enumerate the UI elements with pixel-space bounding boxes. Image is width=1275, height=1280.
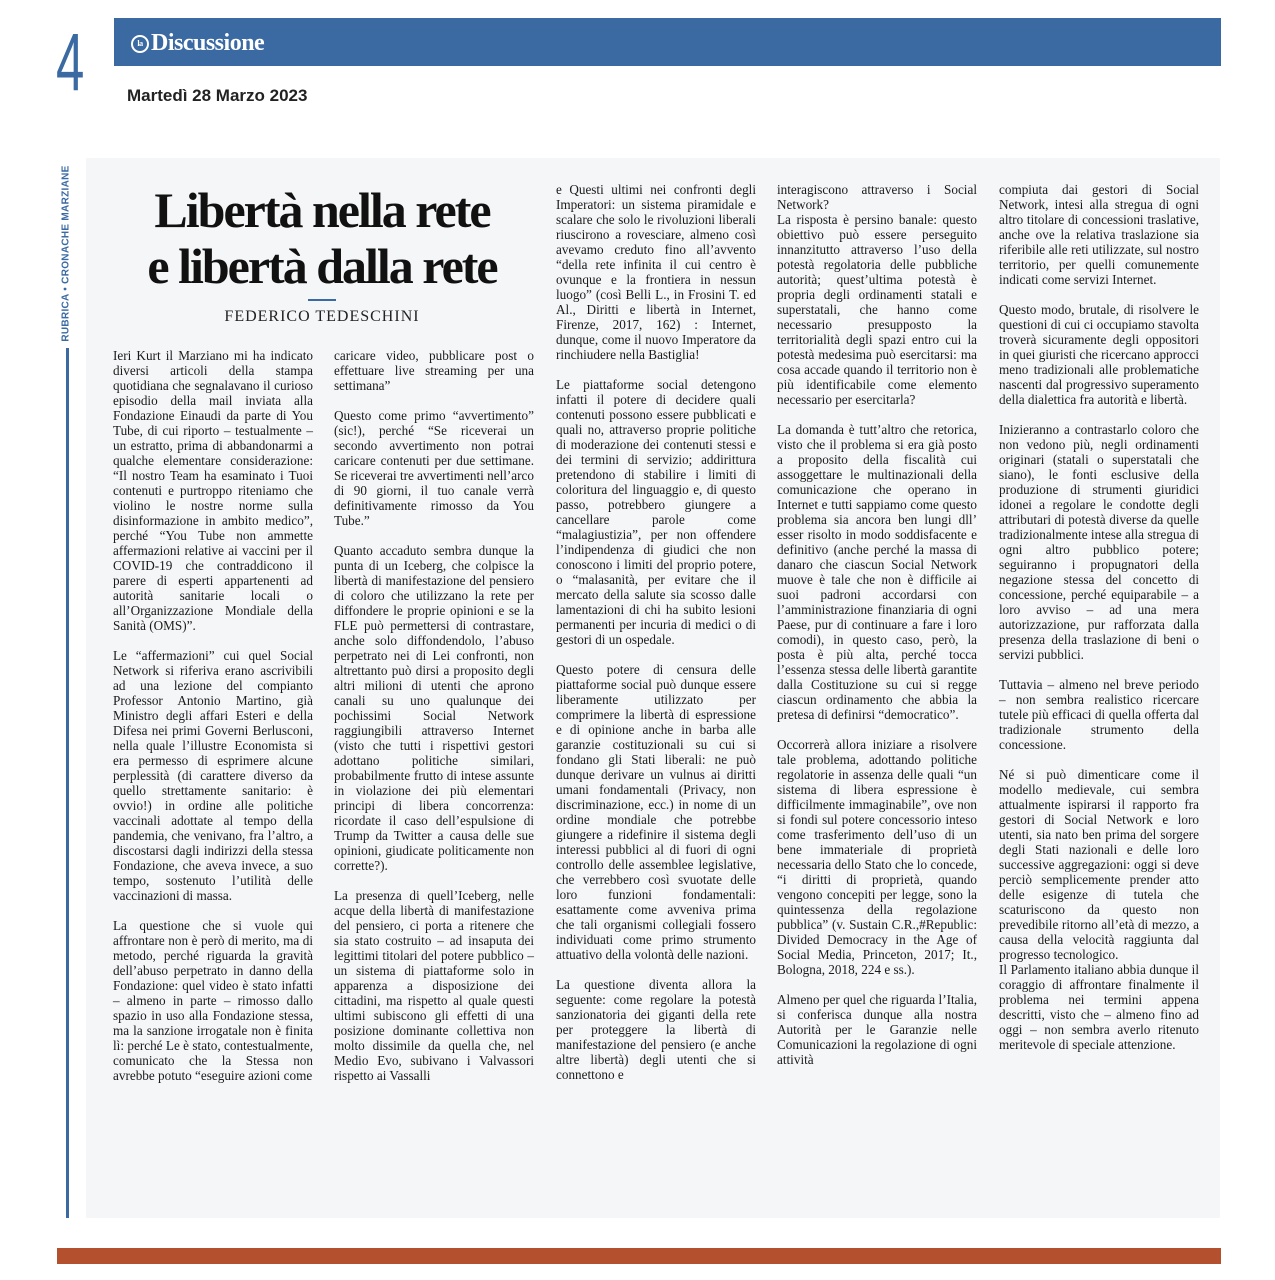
article-paragraph: Ieri Kurt il Marziano mi ha indicato diversi articoli della stampa quotidiana che segnalavano il curioso episodio della mail inviata alla Fondazione Einaudi da parte di You Tube, di cui riporto – testualmente – un estratto, prima di abbandonarmi a qualche elementare considerazione: “Il nostro Team ha esaminato i Tuoi contenuti e purtroppo riteniamo che violino le nostre norme sulla disinformazione in ambito medico”, perché “You Tube non ammette affermazioni relative ai vaccini per il COVID-19 che contraddicono il parere di esperti appartenenti ad autorità sanitarie locali o all’Organizzazione Mondiale della Sanità (OMS)”. bbox=[113, 348, 313, 633]
masthead-bar bbox=[114, 18, 1221, 66]
title-rule bbox=[308, 299, 336, 301]
title-line-1: Libertà nella rete bbox=[154, 182, 490, 238]
article-paragraph: Almeno per quel che riguarda l’Italia, si conferisca dunque alla nostra Autorità per le Garanzie nelle Comunicazioni la regolazione di ogni attività bbox=[777, 992, 977, 1067]
article-column-2 bbox=[334, 348, 534, 1083]
article-paragraph: La questione diventa allora la seguente: come regolare la potestà sanzionatoria dei giganti della rete per proteggere la libertà di manifestazione del pensiero (e anche altre libertà) degli utenti che si connettono e bbox=[556, 977, 756, 1082]
footer-bar bbox=[57, 1248, 1221, 1264]
article-paragraph: interagiscono attraverso i Social Network? La risposta è persino banale: questo obiettivo può essere perseguito innanzitutto attraverso l’uso della potestà regolatoria delle pubbliche autorità; quest’ultima potestà è propria degli ordinamenti statali e superstatali, che hanno come necessario presupposto la territorialità degli spazi entro cui la potestà medesima può esercitarsi: ma cosa accade quando il territorio non è più identificabile come elemento necessario per esercitarla? bbox=[777, 182, 977, 407]
article-paragraph: Tuttavia – almeno nel breve periodo – non sembra realistico ricercare tutele più efficaci di quella offerta dal tradizionale strumento della concessione. bbox=[999, 677, 1199, 752]
article-paragraph: Le piattaforme social detengono infatti il potere di decidere quali contenuti possono essere pubblicati e quali no, attraverso proprie politiche di moderazione dei contenuti stessi e dei termini di servizio; addirittura pretendono di stabilire i limiti di coloritura del linguaggio e, di questo passo, potrebbero giungere a cancellare parole come “malagiustizia”, per non offendere l’indipendenza di giudici che non conoscono i limiti del proprio potere, o “malasanità, per evitare che il mercato della salute sia scosso dalle lamentazioni di chi ha subito lesioni permanenti per incuria di medici o di gestori di un ospedale. bbox=[556, 377, 756, 647]
article-paragraph: Questo potere di censura delle piattaforme social può dunque essere liberamente utilizzato per comprimere la libertà di espressione e di opinione anche in barba alle garanzie costituzionali su cui si fondano gli Stati liberali: ne può dunque derivare un vulnus ai diritti umani fondamentali (Privacy, non discriminazione, ecc.) in nome di un ordine mondiale che potrebbe giungere a ridefinire il sistema degli interessi pubblici al di fuori di ogni controllo delle assemblee legislative, che verrebbero così svuotate delle loro funzioni fondamentali: esattamente come avveniva prima che tali organismi collegiali fossero individuati come primo strumento attuativo della volontà delle nazioni. bbox=[556, 662, 756, 962]
article-paragraph: Né si può dimenticare come il modello medievale, cui sembra attualmente ispirarsi il rapporto fra gestori di Social Network e loro utenti, sia nato ben prima del sorgere degli Stati nazionali e delle loro successive aggregazioni: oggi si deve perciò semplicemente prender atto delle esigenze di tutela che scaturiscono da questo non prevedibile ritorno all’età di mezzo, a causa della velocità raggiunta dal progresso tecnologico. Il Parlamento italiano abbia dunque il coraggio di affrontare finalmente il problema nei termini appena descritti, visto che – almeno fino ad oggi – non sembra averlo ritenuto meritevole di speciale attenzione. bbox=[999, 767, 1199, 1052]
rubric-text: RUBRICA • CRONACHE MARZIANE bbox=[60, 165, 72, 342]
article-paragraph: Questo modo, brutale, di risolvere le questioni di cui ci occupiamo stavolta troverà sicuramente degli oppositori in quei giuristi che ricercano approcci meno tradizionali alle problematiche nascenti dal progressivo superamento della dialettica fra autorità e libertà. bbox=[999, 302, 1199, 407]
article-paragraph: Quanto accaduto sembra dunque la punta di un Iceberg, che colpisce la libertà di manifestazione del pensiero di coloro che utilizzano la rete per diffondere le proprie opinioni e se la FLE può permettersi di contrastare, anche solo diffondendolo, l’abuso perpetrato nei di Lei confronti, non altrettanto può dirsi a proposito degli altri milioni di utenti che aprono canali su uno qualunque dei pochissimi Social Network raggiungibili attraverso Internet (visto che tutti i rispettivi gestori adottano politiche similari, probabilmente frutto di intese assunte in violazione dei più elementari principi di libera concorrenza: ricordate il caso dell’espulsione di Trump da Twitter a causa delle sue opinioni, giudicate politicamente non corrette?). bbox=[334, 543, 534, 873]
title-line-2: e libertà dalla rete bbox=[147, 238, 497, 294]
article-paragraph: Le “affermazioni” cui quel Social Network si riferiva erano ascrivibili ad una lezione del compianto Professor Antonio Martino, già Ministro degli affari Esteri e della Difesa nei primi Governi Berlusconi, nella quale l’illustre Economista si era permesso di esprimere alcune perplessità (di carattere diverso da quello strettamente sanitario: è ovvio!) in ordine alle politiche vaccinali adottate al tempo della pandemia, che venivano, fra l’altro, a discostarsi dagli indirizzi della stessa Fondazione, che aveva invece, a suo tempo, sostenuto l’utilità delle vaccinazioni di massa. bbox=[113, 648, 313, 903]
rubric-divider bbox=[66, 348, 69, 1218]
article-paragraph: La questione che si vuole qui affrontare non è però di merito, ma di metodo, perché riguarda la gravità dell’abuso perpetrato in danno della Fondazione: quel video è stato infatti – almeno in parte – rimosso dallo spazio in uso alla Fondazione stessa, ma la sanzione irrogatale non è finita lì: perché Le è stato, contestualmente, comunicato che la Stessa non avrebbe potuto “eseguire azioni come bbox=[113, 918, 313, 1083]
article-paragraph: Occorrerà allora iniziare a risolvere tale problema, adottando politiche regolatorie in assenza delle quali “un sistema di libera espressione è difficilmente immaginabile”, ove non si fondi sul potere concessorio inteso come trasferimento dell’uso di un bene immateriale di proprietà necessaria dello Stato che lo concede, “i diritti di proprietà, quando vengono concepiti per legge, sono la quintessenza della regolazione pubblica” (v. Sustain C.R.,#Republic: Divided Democracy in the Age of Social Media, Princeton, 2017; It., Bologna, 2018, 224 e ss.). bbox=[777, 737, 977, 977]
article-paragraph: e Questi ultimi nei confronti degli Imperatori: un sistema piramidale e scalare che solo le rivoluzioni liberali riuscirono a rovesciare, almeno così avevamo creduto fino all’avvento “della rete infinita il cui centro è ovunque e la frontiera in nessun luogo” (così Belli L., in Frosini T. ed Al., Diritti e libertà in Internet, Firenze, 2017, 162) : Internet, dunque, come il nuovo Imperatore da rinchiudere nella Bastiglia! bbox=[556, 182, 756, 362]
article-paragraph: La domanda è tutt’altro che retorica, visto che il problema si era già posto a proposito della fiscalità cui assoggettare le multinazionali della comunicazione che operano in Internet e tutti sappiamo come questo problema sia ancora ben lungi dll’ esser risolto in modo soddisfacente e definitivo (anche perché la massa di danaro che ciascun Social Network muove è tale che non è difficile ai suoi padroni accordarsi con l’amministrazione finanziaria di ogni Paese, pur di continuare a fare i loro comodi), in questo caso, però, la posta è più alta, perché tocca l’essenza stessa delle libertà garantite dalla Costituzione su cui si regge ciascun ordinamento che abbia la pretesa di definirsi “democratico”. bbox=[777, 422, 977, 722]
article-column-5 bbox=[999, 182, 1199, 1052]
page-number: 4 bbox=[56, 17, 85, 108]
article-column-1 bbox=[113, 348, 313, 1083]
article-paragraph: compiuta dai gestori di Social Network, intesi alla stregua di ogni altro titolare di concessioni traslative, anche ove la relativa traslazione sia riferibile alle reti utilizzate, sul nostro territorio, per quelli comunemente indicati come servizi Internet. bbox=[999, 182, 1199, 287]
logo-text: Discussione bbox=[151, 30, 265, 56]
article-author: FEDERICO TEDESCHINI bbox=[224, 308, 420, 325]
masthead-logo bbox=[131, 30, 264, 57]
article-title bbox=[112, 182, 532, 294]
logo-mark-icon: la bbox=[131, 35, 149, 53]
article-column-3 bbox=[556, 182, 756, 1082]
article-paragraph: La presenza di quell’Iceberg, nelle acque della libertà di manifestazione del pensiero, ci porta a ritenere che sia stato costruito – ad insaputa dei legittimi titolari del potere pubblico – un sistema di piattaforme solo in apparenza a disposizione dei cittadini, ma rispetto al quale questi ultimi subiscono gli effetti di una posizione dominante collettiva non molto dissimile da quella che, nel Medio Evo, subivano i Valvassori rispetto ai Vassalli bbox=[334, 888, 534, 1083]
issue-date: Martedì 28 Marzo 2023 bbox=[127, 86, 308, 105]
article-paragraph: Inizieranno a contrastarlo coloro che non vedono più, negli ordinamenti originari (statali o superstatali che siano), le fonti esclusive della produzione di strumenti giuridici idonei a regolare le condotte degli attributari di potestà diverse da quelle tradizionalmente intese alla stregua di ogni altro pubblico potere; seguiranno i propugnatori della negazione stessa del concetto di concessione, perché equiparabile – a loro avviso – ad una mera autorizzazione, pur rafforzata dalla presenza della traslazione di beni o servizi pubblici. bbox=[999, 422, 1199, 662]
article-column-4 bbox=[777, 182, 977, 1067]
article-paragraph: Questo come primo “avvertimento” (sic!), perché “Se riceverai un secondo avvertimento non potrai caricare contenuti per due settimane. Se riceverai tre avvertimenti nell’arco di 90 giorni, il tuo canale verrà definitivamente rimosso da You Tube.” bbox=[334, 408, 534, 528]
article-paragraph: caricare video, pubblicare post o effettuare live streaming per una settimana” bbox=[334, 348, 534, 393]
rubric-label bbox=[58, 166, 74, 346]
